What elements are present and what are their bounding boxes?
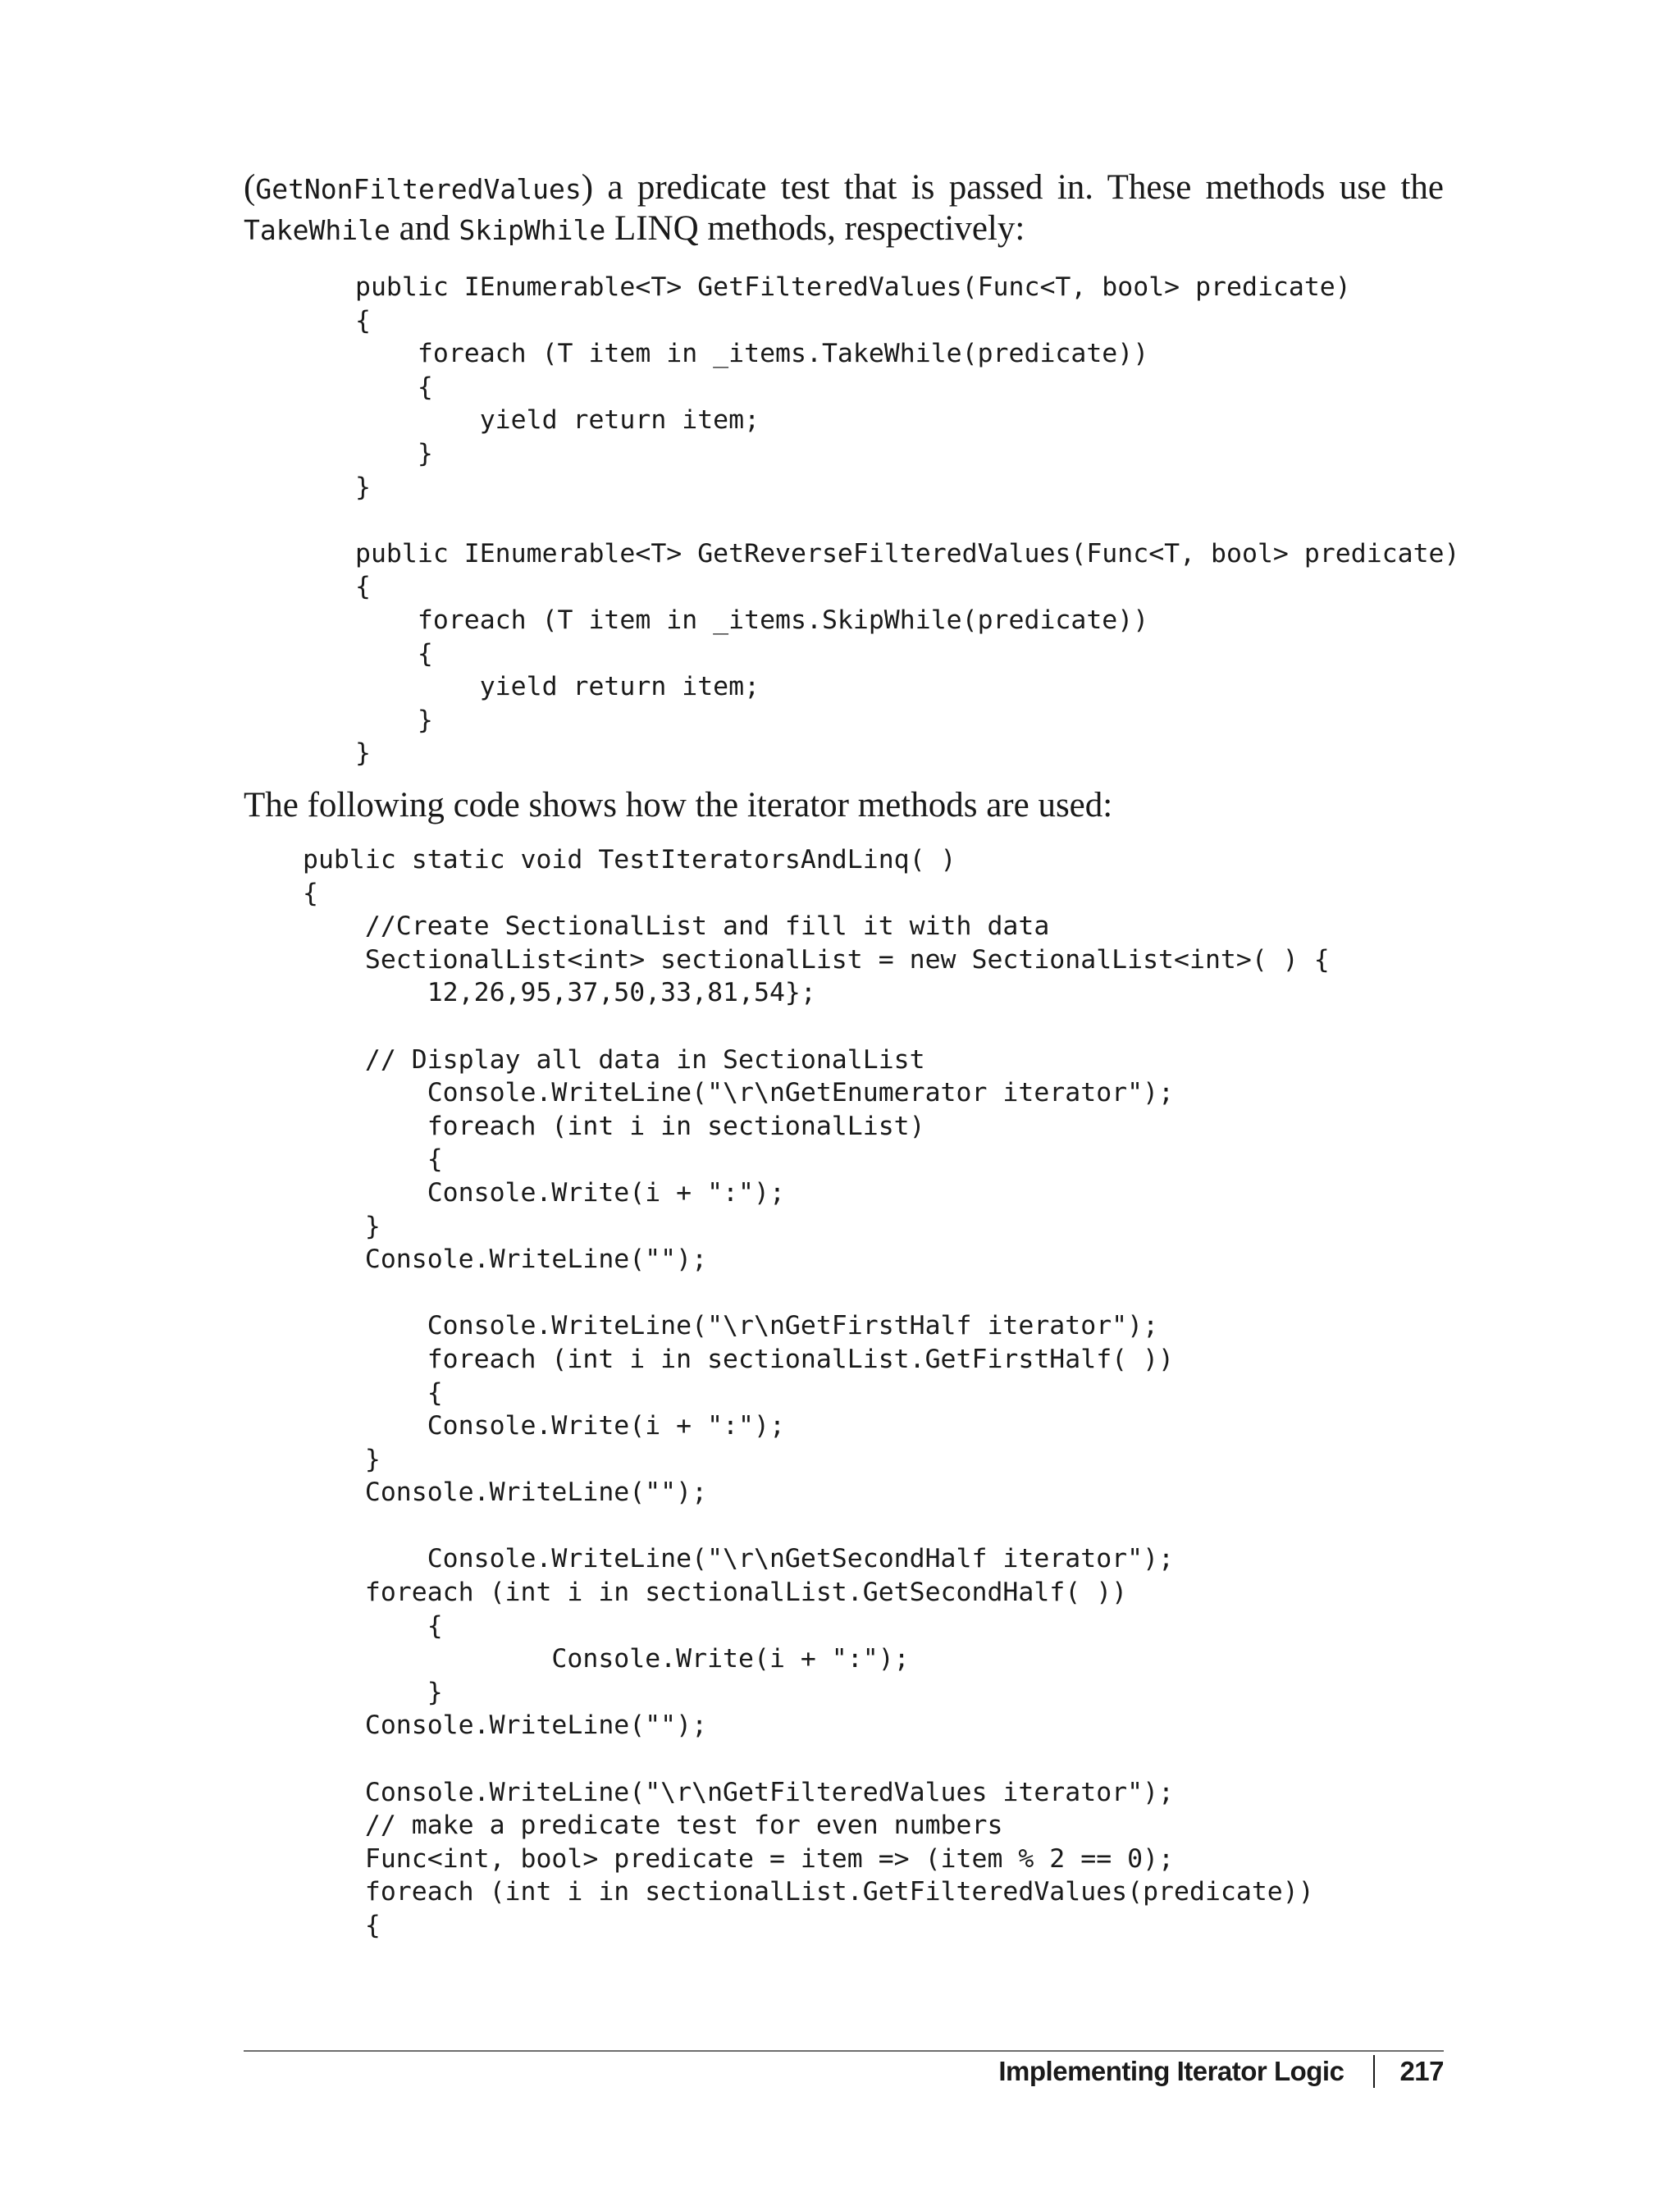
- page-footer: [998, 2053, 1444, 2090]
- page-number: 217: [1399, 2056, 1444, 2086]
- intro-paragraph: [244, 168, 1444, 250]
- footer-separator: [1373, 2055, 1375, 2088]
- inline-code-skipwhile: SkipWhile: [459, 214, 606, 246]
- footer-divider: [244, 2050, 1444, 2052]
- intro-text-2: ) a predicate test that is passed in. These methods use the: [581, 168, 1444, 207]
- intro-text-4: LINQ methods, respectively:: [605, 209, 1025, 248]
- intro-text-1: (: [244, 168, 256, 207]
- lead-paragraph: The following code shows how the iterator methods are used:: [244, 786, 1113, 824]
- footer-section-title: Implementing Iterator Logic: [998, 2056, 1344, 2086]
- code-listing-filtered-values: public IEnumerable<T> GetFilteredValues(Func<T, bool> predicate) { foreach (T item in _items.TakeWhile(predicate)) { yield return item; } } public IEnumerable<T> GetReverseFilteredValues(Func<T, bool> predicate) { foreach (T item in _items.SkipWhile(predicate)) { yield return item; } }: [355, 272, 1460, 769]
- intro-text-3: and: [390, 209, 459, 248]
- inline-code-takewhile: TakeWhile: [244, 214, 390, 246]
- inline-code-getnonfilteredvalues: GetNonFilteredValues: [255, 173, 582, 205]
- code-listing-test-iterators: public static void TestIteratorsAndLinq( ) { //Create SectionalList and fill it with data SectionalList<int> sectionalList = new SectionalList<int>( ) { 12,26,95,37,50,33,81,54}; // Display all data in SectionalList Console.WriteLine("\r\nGetEnumerator iterator"); foreach (int i in sectionalList) { Console.Write(i + ":"); } Console.WriteLine(""); Console.WriteLine("\r\nGetFirstHalf iterator"); foreach (int i in sectionalList.GetFirstHalf( )) { Console.Write(i + ":"); } Console.WriteLine(""); Console.WriteLine("\r\nGetSecondHalf iterator"); foreach (int i in sectionalList.GetSecondHalf( )) { Console.Write(i + ":"); } Console.WriteLine(""); Console.WriteLine("\r\nGetFilteredValues iterator"); // make a predicate test for even numbers Func<int, bool> predicate = item => (item % 2 == 0); foreach (int i in sectionalList.GetFilteredValues(predicate)) {: [303, 845, 1330, 1940]
